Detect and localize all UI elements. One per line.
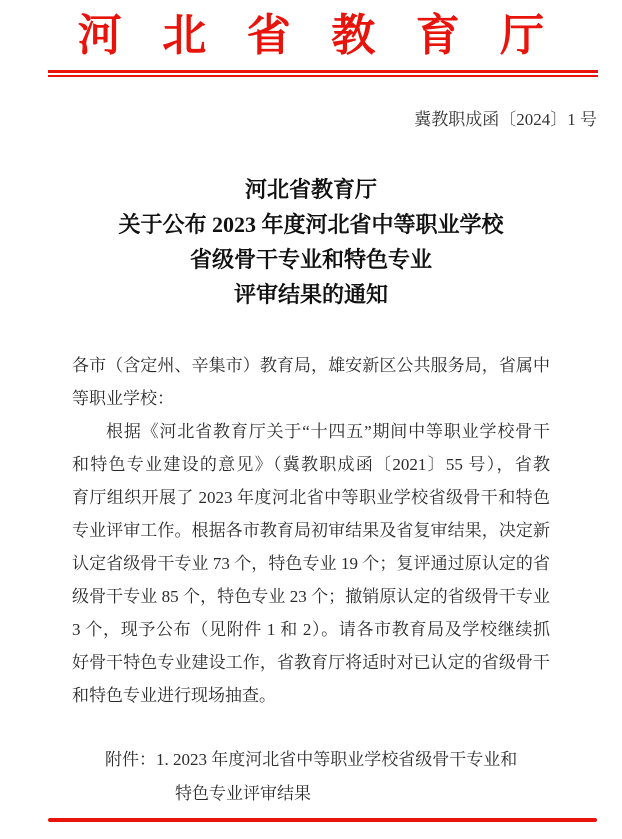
body-line: 育厅组织开展了 2023 年度河北省中等职业学校省级骨干和特色 <box>72 488 550 507</box>
body-line: 认定省级骨干专业 73 个，特色专业 19 个；复评通过原认定的省 <box>72 554 550 573</box>
body-line: 级骨干专业 85 个，特色专业 23 个；撤销原认定的省级骨干专业 <box>72 587 550 606</box>
notice-title-line-1: 河北省教育厅 <box>244 177 377 202</box>
body-line: 和特色专业建设的意见》（冀教职成函〔2021〕55 号），省教 <box>72 455 550 474</box>
notice-title <box>0 172 622 312</box>
notice-body <box>0 349 622 811</box>
letterhead-double-rule <box>48 70 598 77</box>
body-line: 专业评审工作。根据各市教育局初审结果及省复审结果，决定新 <box>72 521 550 540</box>
footer-red-rule <box>48 818 597 822</box>
letterhead-title: 河北省教育厅 <box>77 11 585 60</box>
body-line: 好骨干特色专业建设工作，省教育厅将适时对已认定的省级骨干 <box>72 653 550 672</box>
body-line: 和特色专业进行现场抽查。 <box>72 686 276 705</box>
body-line: 根据《河北省教育厅关于“十四五”期间中等职业学校骨干 <box>106 422 550 441</box>
attachment-line-1: 附件：1. 2023 年度河北省中等职业学校省级骨干专业和 <box>105 750 518 769</box>
attachment-line-2: 特色专业评审结果 <box>175 784 311 803</box>
notice-title-line-2: 关于公布 2023 年度河北省中等职业学校 <box>118 212 504 237</box>
attachment-section <box>72 743 550 811</box>
document-number: 冀教职成函〔2024〕1 号 <box>414 110 597 129</box>
body-line: 各市（含定州、辛集市）教育局，雄安新区公共服务局，省属中 <box>72 356 550 375</box>
notice-title-line-3: 省级骨干专业和特色专业 <box>189 247 432 272</box>
body-line: 等职业学校： <box>72 389 174 408</box>
body-line: 3 个，现予公布（见附件 1 和 2）。请各市教育局及学校继续抓 <box>72 620 550 639</box>
notice-title-line-4: 评审结果的通知 <box>233 282 388 307</box>
